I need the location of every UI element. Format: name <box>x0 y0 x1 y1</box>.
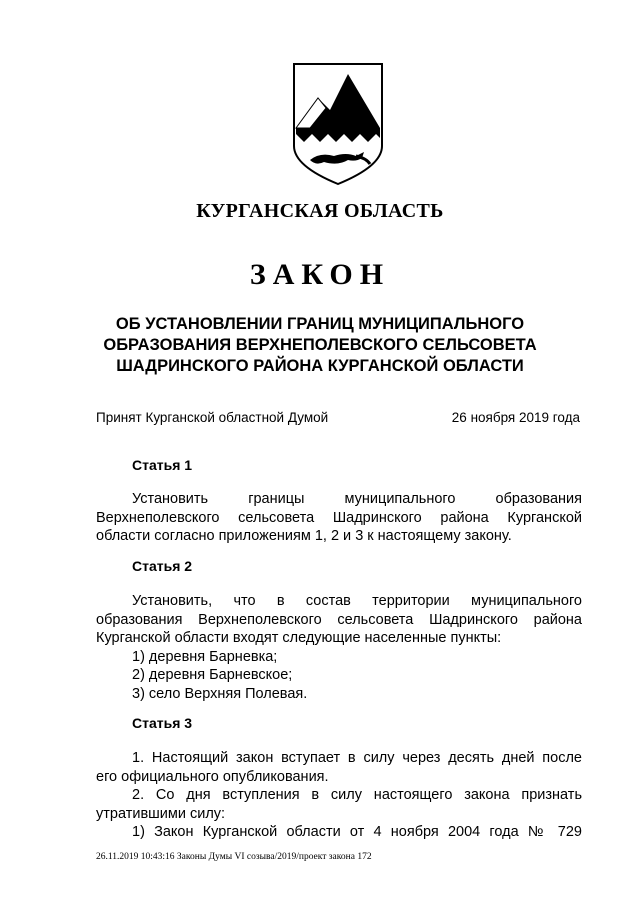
article-heading: Статья 2 <box>132 558 193 574</box>
adopted-by: Принят Курганской областной Думой <box>96 410 329 425</box>
article-text <box>96 749 582 842</box>
law-title-line: ОБ УСТАНОВЛЕНИИ ГРАНИЦ МУНИЦИПАЛЬНОГО <box>115 315 525 333</box>
law-title <box>60 314 580 377</box>
footer-path: 26.11.2019 10:43:16 Законы Думы VI созыва/2019/проект закона 172 <box>96 852 372 862</box>
article-text <box>96 592 582 703</box>
text-line: Установить границы муниципального образования <box>132 491 582 507</box>
text-line: 1. Настоящий закон вступает в силу через десять дней после <box>132 750 582 766</box>
law-title-line: ОБРАЗОВАНИЯ ВЕРХНЕПОЛЕВСКОГО СЕЛЬСОВЕТА <box>103 336 537 354</box>
list-item: 3) село Верхняя Полевая. <box>132 685 308 702</box>
article-heading: Статья 1 <box>132 457 193 473</box>
text-line: 2. Со дня вступления в силу настоящего закона признать <box>132 787 582 803</box>
region-heading: КУРГАНСКАЯ ОБЛАСТЬ <box>196 200 444 222</box>
text-line: утратившими силу: <box>96 805 226 822</box>
article-text <box>96 490 582 546</box>
text-line: Курганской области входят следующие населенные пункты: <box>96 630 502 646</box>
text-line: Установить, что в состав территории муниципального <box>132 593 582 609</box>
text-line: его официального опубликования. <box>96 768 329 785</box>
list-item: 1) деревня Барневка; <box>132 648 278 665</box>
text-line: Верхнеполевского сельсовета Шадринского района Курганской <box>96 509 582 526</box>
coat-of-arms-icon <box>290 62 386 186</box>
article-heading: Статья 3 <box>132 715 193 731</box>
text-line: 1) Закон Курганской области от 4 ноября 2004 года № 729 <box>132 824 582 840</box>
text-line: образования Верхнеполевского сельсовета Шадринского района <box>96 611 582 628</box>
list-item: 2) деревня Барневское; <box>132 667 293 683</box>
adoption-date: 26 ноября 2019 года <box>451 410 580 425</box>
document-type-heading: ЗАКОН <box>249 258 391 291</box>
text-line: области согласно приложениям 1, 2 и 3 к настоящему закону. <box>96 528 512 544</box>
law-title-line: ШАДРИНСКОГО РАЙОНА КУРГАНСКОЙ ОБЛАСТИ <box>116 357 524 375</box>
